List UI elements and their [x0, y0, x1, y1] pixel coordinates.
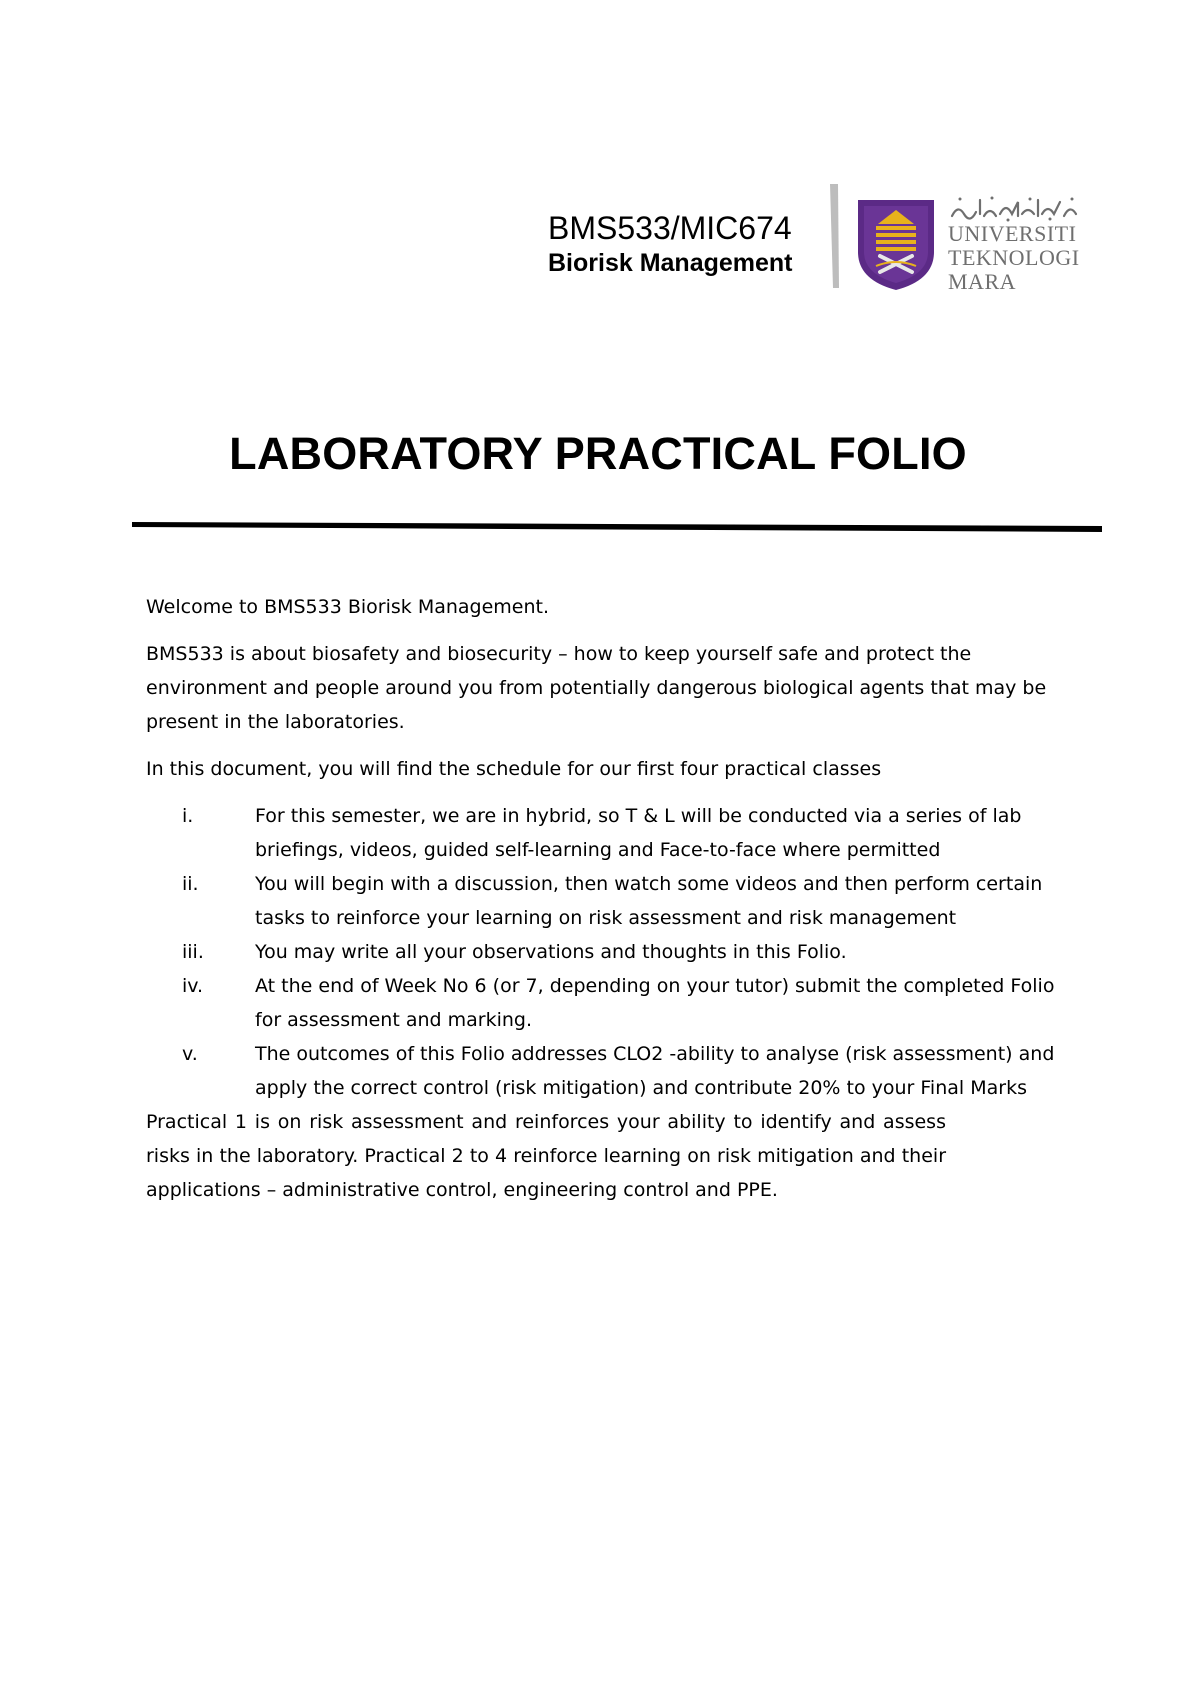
document-title-text: LABORATORY PRACTICAL FOLIO — [229, 428, 967, 479]
list-item-text: The outcomes of this Folio addresses CLO2 -ability to analyse (risk assessment) and apply the correct control (risk mitigation) and contribute 20% to your Final Marks — [255, 1043, 1055, 1099]
course-name: Biorisk Management — [548, 249, 793, 277]
list-item-number: iii. — [182, 941, 204, 963]
list-item-number: ii. — [182, 873, 199, 895]
uitm-crest-logo — [854, 196, 938, 292]
list-item-number: i. — [182, 805, 194, 827]
schedule-paragraph: In this document, you will find the schedule for our first four practical classes — [146, 758, 882, 780]
course-code: BMS533/MIC674 — [548, 210, 792, 246]
list-item — [146, 867, 1066, 935]
list-item-text: You may write all your observations and thoughts in this Folio. — [255, 941, 847, 963]
list-item-text: For this semester, we are in hybrid, so T & L will be conducted via a series of lab briefings, videos, guided self-learning and Face-to-face where permitted — [255, 805, 1022, 861]
list-item-text: You will begin with a discussion, then watch some videos and then perform certain tasks to reinforce your learning on risk assessment and risk management — [255, 873, 1043, 929]
list-item — [146, 935, 1066, 969]
arabic-script-wordmark — [948, 194, 1080, 222]
list-item — [146, 1037, 1066, 1105]
title-underline-rule — [132, 520, 1102, 534]
list-item-text: At the end of Week No 6 (or 7, depending on your tutor) submit the completed Folio for assessment and marking. — [255, 975, 1055, 1031]
document-title — [0, 428, 1200, 480]
university-name — [948, 222, 1080, 294]
university-name-line-2: TEKNOLOGI — [948, 245, 1080, 270]
document-body — [146, 590, 1066, 1220]
university-name-line-1: UNIVERSITI — [948, 221, 1077, 246]
list-item — [146, 799, 1066, 867]
university-name-line-3: MARA — [948, 269, 1017, 294]
welcome-paragraph: Welcome to BMS533 Biorisk Management. — [146, 596, 550, 618]
list-item — [146, 969, 1066, 1037]
header-block — [548, 208, 793, 278]
instruction-list — [146, 799, 1066, 1105]
closing-paragraph: Practical 1 is on risk assessment and reinforces your ability to identify and assess risks in the laboratory. Practical 2 to 4 reinforce learning on risk mitigation and their applications – administrative control, engineering control and PPE. — [146, 1111, 946, 1201]
list-item-number: v. — [182, 1043, 198, 1065]
list-item-number: iv. — [182, 975, 204, 997]
header-divider-stroke — [828, 184, 840, 288]
about-paragraph: BMS533 is about biosafety and biosecurity – how to keep yourself safe and protect the environment and people around you from potentially dangerous biological agents that may be present in the laboratories. — [146, 643, 1047, 733]
